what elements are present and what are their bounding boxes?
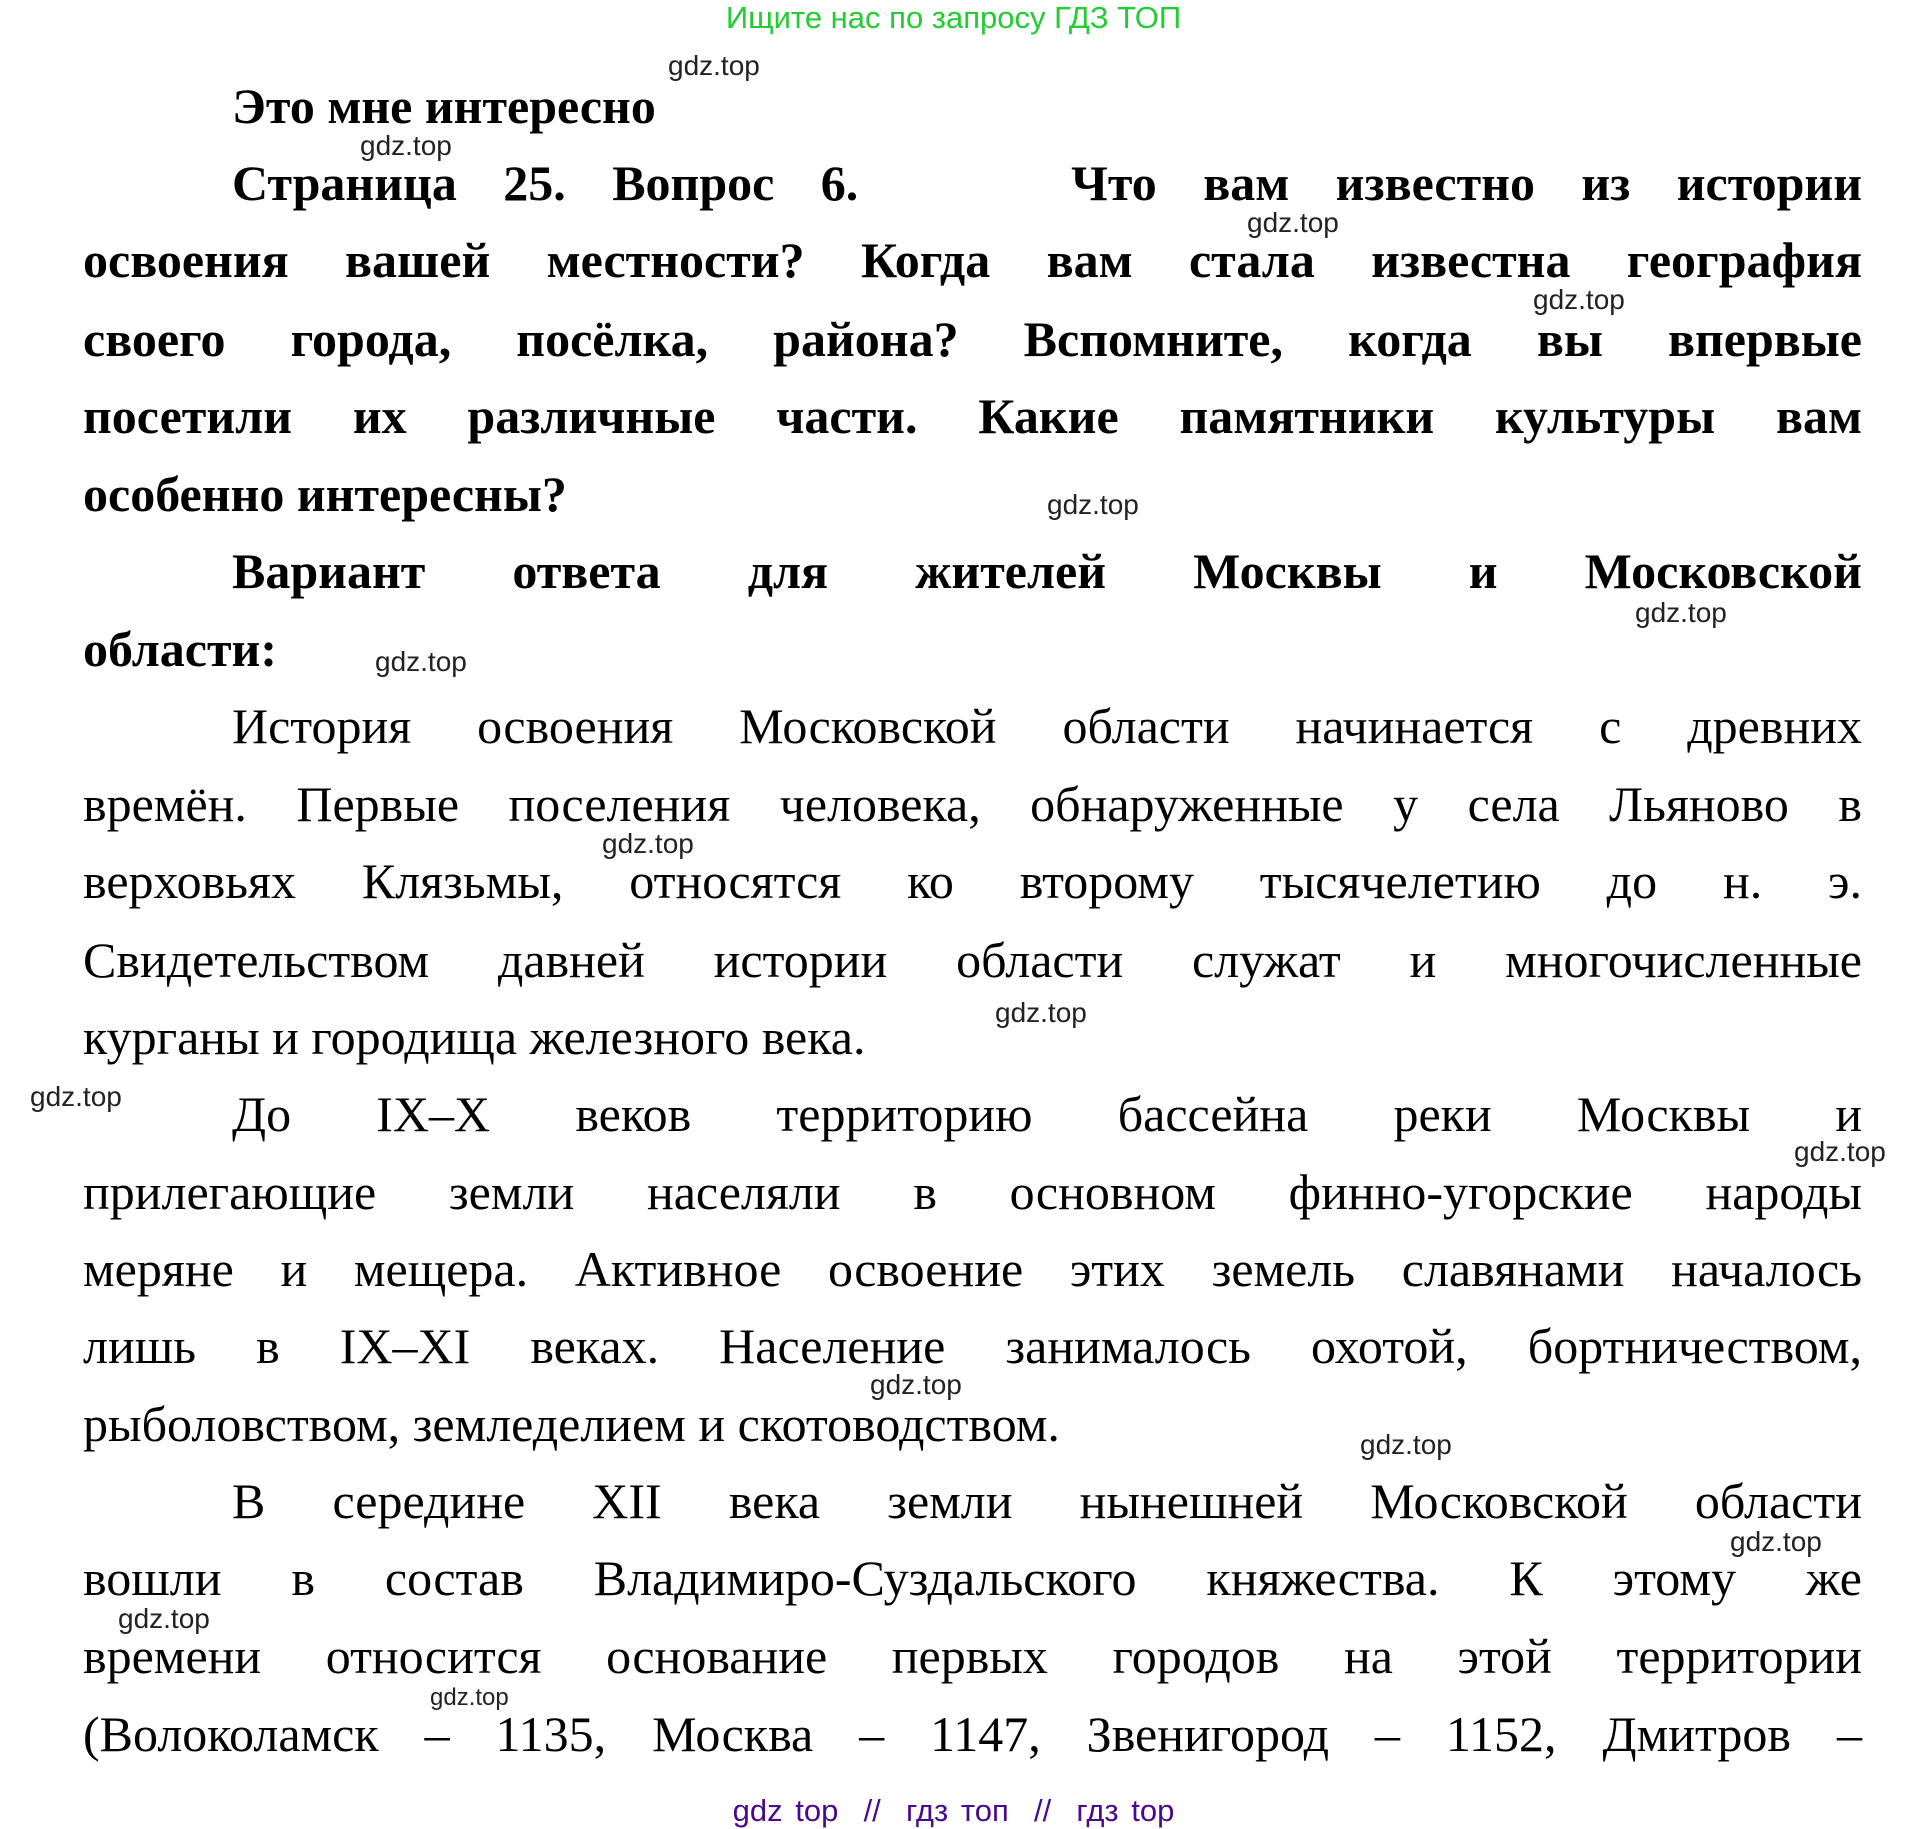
paragraph-1-line-5: курганы и городища железного века. (83, 1009, 866, 1065)
question-line-1 (232, 148, 1862, 218)
watermark: gdz.top (1360, 1429, 1452, 1460)
paragraph-1-line-4: Свидетельством давней истории области служат и многочисленные (83, 932, 1862, 988)
question-label: Страница 25. Вопрос 6. (232, 155, 859, 211)
paragraph-1-line-3: верховьях Клязьмы, относятся ко второму тысячелетию до н. э. (83, 853, 1862, 909)
watermark: gdz.top (1533, 284, 1625, 315)
watermark: gdz.top (1730, 1526, 1822, 1557)
answer-heading-line-1: Вариант ответа для жителей Москвы и Московской (232, 543, 1862, 599)
watermark: gdz.top (668, 50, 760, 81)
paragraph-2-line-5: рыболовством, земледелием и скотоводством. (83, 1396, 1060, 1452)
paragraph-3-line-1: В середине XII века земли нынешней Московской области (232, 1473, 1862, 1529)
header-banner: Ищите нас по запросу ГДЗ ТОП (725, 0, 1182, 35)
watermark: gdz.top (602, 828, 694, 859)
watermark: gdz.top (118, 1603, 210, 1634)
paragraph-3-line-4: (Волоколамск – 1135, Москва – 1147, Звенигород – 1152, Дмитров – (83, 1706, 1862, 1762)
watermark: gdz.top (1047, 489, 1139, 520)
paragraph-2-line-3: меряне и мещера. Активное освоение этих земель славянами началось (83, 1241, 1862, 1297)
watermark: gdz.top (375, 646, 467, 677)
paragraph-2-line-1: До IX–X веков территорию бассейна реки Москвы и (232, 1086, 1862, 1142)
question-line-3: своего города, посёлка, района? Вспомните, когда вы впервые (83, 311, 1862, 367)
paragraph-3-line-2: вошли в состав Владимиро-Суздальского княжества. К этому же (83, 1550, 1862, 1606)
watermark: gdz.top (430, 1684, 509, 1711)
paragraph-1-line-2: времён. Первые поселения человека, обнаруженные у села Льяново в (83, 776, 1862, 832)
paragraph-3-line-3: времени относится основание первых городов на этой территории (83, 1628, 1862, 1684)
watermark: gdz.top (1635, 597, 1727, 628)
question-text-start: Что вам известно из истории (1071, 155, 1863, 211)
paragraph-2-line-4: лишь в IX–XI веках. Население занималось охотой, бортничеством, (83, 1318, 1862, 1374)
watermark: gdz.top (1247, 207, 1339, 238)
question-line-4: посетили их различные части. Какие памятники культуры вам (83, 388, 1862, 444)
watermark: gdz.top (995, 997, 1087, 1028)
section-title: Это мне интересно (232, 78, 656, 134)
watermark: gdz.top (870, 1369, 962, 1400)
question-line-2: освоения вашей местности? Когда вам стала известна география (83, 232, 1862, 288)
question-line-5: особенно интересны? (83, 466, 567, 522)
paragraph-2-line-2: прилегающие земли населяли в основном финно-угорские народы (83, 1164, 1862, 1220)
watermark: gdz.top (360, 130, 452, 161)
watermark: gdz.top (30, 1081, 122, 1112)
answer-heading-line-2: области: (83, 621, 278, 677)
footer-banner: gdz top // гдз топ // гдз top (732, 1793, 1175, 1828)
watermark: gdz.top (1794, 1136, 1886, 1167)
paragraph-1-line-1: История освоения Московской области начинается с древних (232, 698, 1862, 754)
